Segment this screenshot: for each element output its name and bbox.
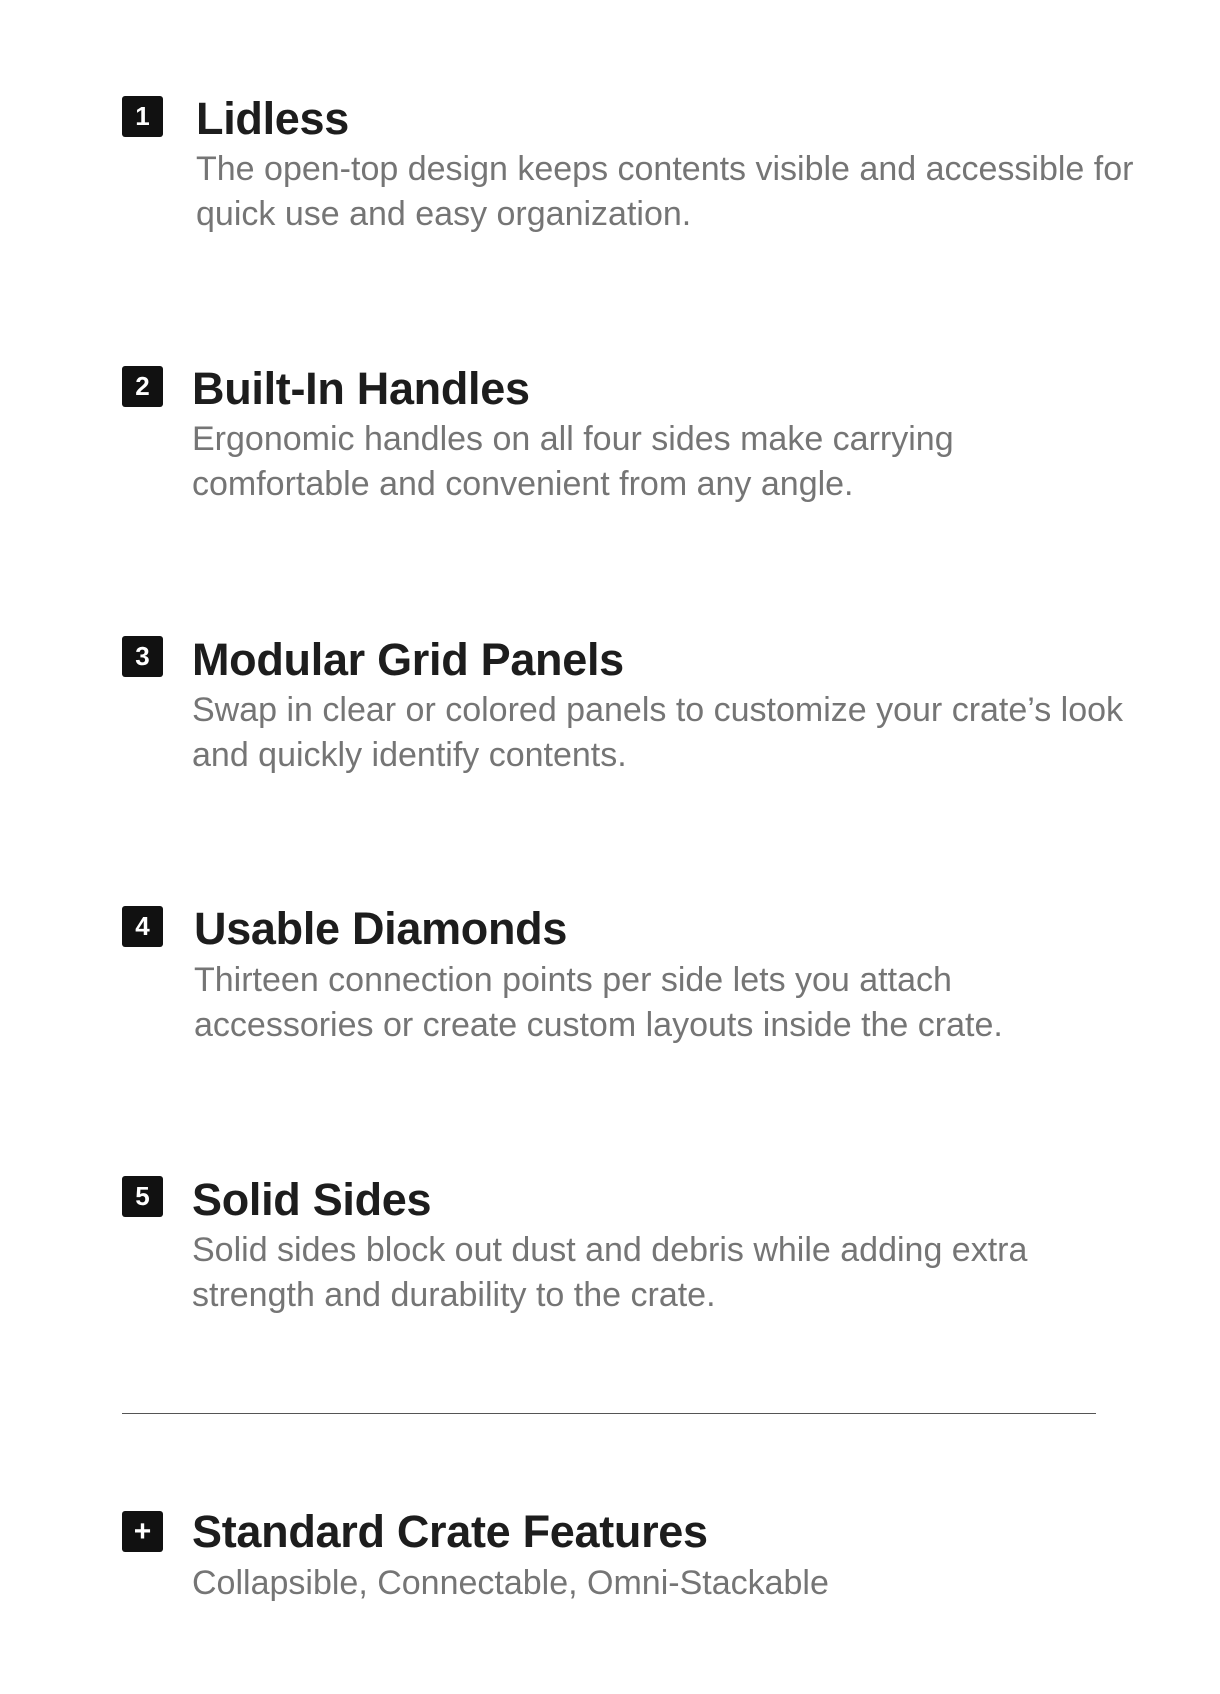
feature-description: Solid sides block out dust and debris while adding extra strength and durability to the crate. [192, 1231, 1028, 1314]
feature-number-badge: 4 [122, 906, 163, 947]
feature-title: Lidless [196, 93, 349, 144]
feature-description: The open-top design keeps contents visible and accessible for quick use and easy organization. [196, 150, 1134, 233]
feature-number-badge: 3 [122, 636, 163, 677]
feature-number-badge: 2 [122, 366, 163, 407]
feature-description: Swap in clear or colored panels to customize your crate’s look and quickly identify contents. [192, 691, 1124, 774]
feature-number-badge: 1 [122, 96, 163, 137]
plus-badge-icon: + [122, 1511, 163, 1552]
section-divider [122, 1413, 1096, 1414]
feature-title: Built-In Handles [192, 363, 530, 414]
feature-description: Collapsible, Connectable, Omni-Stackable [192, 1564, 829, 1602]
feature-title: Standard Crate Features [192, 1506, 708, 1557]
feature-title: Usable Diamonds [194, 903, 568, 954]
feature-title: Solid Sides [192, 1174, 432, 1225]
feature-description: Ergonomic handles on all four sides make carrying comfortable and convenient from any angle. [192, 420, 954, 503]
feature-description: Thirteen connection points per side lets you attach accessories or create custom layouts inside the crate. [194, 961, 1003, 1044]
feature-title: Modular Grid Panels [192, 634, 624, 685]
feature-number-badge: 5 [122, 1176, 163, 1217]
